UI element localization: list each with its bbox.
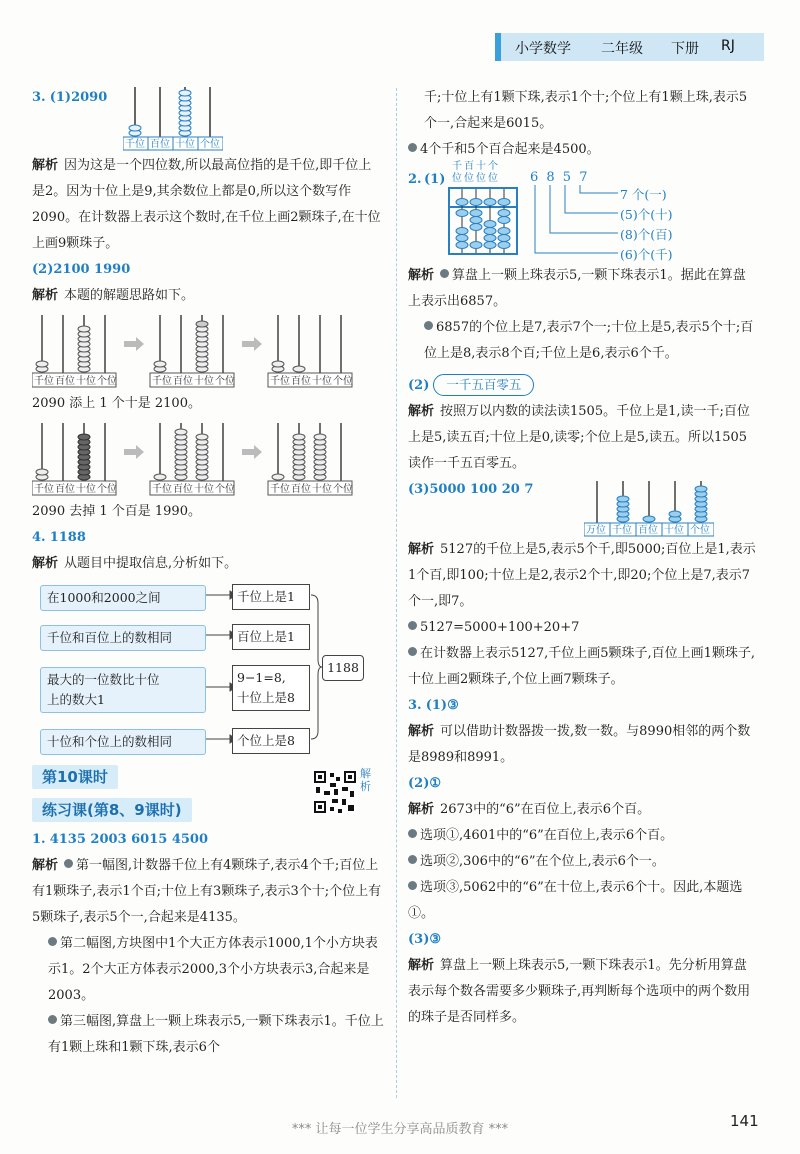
explain-label: 解析 (408, 802, 435, 817)
abacus-label: 千位 (34, 376, 54, 387)
step2-text: 2090 去掉 1 个百是 1990。 (32, 504, 201, 519)
bullet-icon (408, 621, 417, 630)
q4-flow-diagram (32, 581, 384, 757)
bullet-icon (48, 1015, 57, 1024)
bullet-icon (408, 647, 417, 656)
counter-column-label: 百位 (638, 525, 658, 536)
q2-1-label: (1) (424, 172, 446, 187)
q2-2-answer: 一千五百零五 (433, 374, 534, 396)
q2-3-block (408, 477, 758, 537)
right-column (408, 85, 758, 1031)
counter-column-label: 万位 (586, 525, 606, 536)
abacus-sequence-remove (32, 419, 384, 499)
flow-result-1: 千位上是1 (232, 584, 310, 610)
svg-text:百位: 百位 (55, 484, 75, 495)
abacus-5127 (584, 479, 714, 537)
explain-label: 解析 (408, 268, 435, 283)
q4-explanation: 从题目中提取信息,分析如下。 (64, 556, 238, 571)
q1-explanation-4: 4个千和5个百合起来是4500。 (420, 142, 600, 157)
q1-explanation-2: 第二幅图,方块图中1个大正方体表示1000,1个小方块表示1。2个大正方体表示2000,3个小方块表示3,合起来是2003。 (48, 936, 378, 1003)
q3-1-explanation: 因为这是一个四位数,所以最高位指的是千位,即千位上是2。因为十位上是9,其余数位上都是0,所以这个数写作2090。在计数器上表示这个数时,在千位上画2颗珠子,在十位上画9颗珠子。 (32, 158, 381, 251)
svg-text:千位: 千位 (152, 376, 172, 387)
abacus-6857 (448, 187, 518, 257)
svg-text:十位: 十位 (312, 484, 332, 495)
bullet-icon (48, 937, 57, 946)
bullet-icon (408, 881, 417, 890)
svg-text:百位: 百位 (173, 484, 193, 495)
lesson-heading (32, 765, 384, 825)
abacus-sequence-add (32, 311, 384, 391)
flow-result-3a: 9−1=8, (237, 670, 286, 685)
svg-text:百位: 百位 (291, 376, 311, 387)
label-thousands: (6)个(千) (620, 247, 673, 262)
abacus-cols-2: 位位位位 (452, 173, 500, 184)
svg-text:千位: 千位 (34, 484, 54, 495)
page-header (495, 33, 764, 61)
q3r-3-answer: (3)③ (408, 932, 442, 947)
q3r-2-explanation-1: 2673中的“6”在百位上,表示6个百。 (440, 802, 651, 817)
abacus-cols-1: 千百十个 (452, 161, 500, 172)
q2-3-answer: (3)5000 100 20 7 (408, 482, 534, 497)
q2-2-explanation: 按照万以内数的读法读1505。千位上是1,读一千;百位上是5,读五百;十位上是0,读零;个位上是5,读五。所以1505读作一千五百零五。 (408, 404, 750, 471)
q3r-1-answer: (1)③ (425, 698, 459, 713)
q3r-2-explanation-3: 选项②,306中的“6”在个位上,表示6个一。 (420, 854, 665, 869)
q2-3-explanation-2: 5127=5000+100+20+7 (420, 620, 580, 635)
q4-number: 4. (32, 530, 46, 545)
svg-text:个位: 个位 (97, 376, 117, 387)
explain-label: 解析 (408, 542, 435, 557)
svg-text:百位: 百位 (55, 376, 75, 387)
q3-number: 3. (32, 90, 46, 105)
header-volume: 下册 (671, 41, 699, 57)
svg-text:个位: 个位 (200, 139, 221, 150)
q2-1-explanation-1: 算盘上一颗上珠表示5,一颗下珠表示1。据此在算盘上表示出6857。 (408, 268, 746, 309)
page-number: 141 (730, 1112, 759, 1130)
q2-number: 2. (408, 172, 422, 187)
q2-3-explanation-3: 在计数器上表示5127,千位上画5颗珠子,百位上画1颗珠子,十位上画2颗珠子,个位上画7颗珠子。 (408, 646, 756, 687)
lesson-title: 第10课时 (32, 765, 118, 789)
svg-text:十位: 十位 (194, 376, 214, 387)
qr-label: 解析 (360, 767, 371, 793)
q1-explanation-3-cont: 千;十位上有1颗下珠,表示1个十;个位上有1颗上珠,表示5个一,合起来是6015。 (424, 90, 748, 131)
explain-label: 解析 (32, 158, 59, 173)
svg-text:十位: 十位 (76, 484, 96, 495)
q1-number: 1. (32, 832, 46, 847)
svg-text:千位: 千位 (270, 376, 290, 387)
q1-answer: 4135 2003 6015 4500 (49, 832, 209, 847)
explain-label: 解析 (32, 288, 59, 303)
column-divider (396, 88, 397, 1098)
explain-label: 解析 (32, 858, 59, 873)
digits-6857: 6 8 5 7 (530, 170, 590, 185)
flow-final-answer: 1188 (322, 655, 364, 681)
qr-code-icon[interactable] (312, 769, 358, 815)
counter-column-label: 千位 (612, 525, 632, 536)
bullet-icon (408, 855, 417, 864)
svg-text:个位: 个位 (215, 376, 235, 387)
svg-text:十位: 十位 (76, 376, 96, 387)
counter-column-label: 个位 (690, 525, 710, 536)
flow-clue-4: 十位和个位上的数相同 (40, 729, 206, 755)
q1-explanation-1: 第一幅图,计数器千位上有4颗珠子,表示4个千;百位上有1颗珠子,表示1个百;十位上有3颗珠子,表示3个十;个位上有5颗珠子,表示5个一,合起来是4135。 (32, 858, 382, 925)
flow-result-2: 百位上是1 (232, 624, 310, 650)
flow-clue-2: 千位和百位上的数相同 (40, 625, 206, 651)
header-edition: RJ (721, 38, 735, 54)
q2-2-label: (2) (408, 378, 430, 393)
counter-column-label: 十位 (664, 525, 684, 536)
q2-1-block (408, 161, 758, 263)
q3r-2-explanation-2: 选项①,4601中的“6”在百位上,表示6个百。 (420, 828, 674, 843)
svg-text:千位: 千位 (125, 139, 146, 150)
footer-slogan: *** 让每一位学生分享高品质教育 *** (291, 1122, 509, 1137)
flow-result-4: 个位上是8 (232, 728, 310, 754)
header-subject: 小学数学 (515, 41, 571, 57)
q3-2-explanation: 本题的解题思路如下。 (64, 288, 195, 303)
q3r-number: 3. (408, 698, 422, 713)
label-tens: (5)个(十) (620, 207, 673, 222)
explain-label: 解析 (32, 556, 59, 571)
svg-text:个位: 个位 (215, 484, 235, 495)
q3-2-answer: (2)2100 1990 (32, 262, 131, 277)
header-grade: 二年级 (601, 41, 643, 57)
step1-text: 2090 添上 1 个十是 2100。 (32, 396, 201, 411)
bullet-icon (64, 859, 73, 868)
q4-answer: 1188 (49, 530, 86, 545)
label-ones: 7 个(一) (620, 187, 667, 202)
flow-clue-3a: 最大的一位数比十位 (47, 672, 160, 687)
svg-text:个位: 个位 (333, 484, 353, 495)
abacus-column-labels (452, 161, 500, 185)
flow-clue-3b: 上的数大1 (47, 692, 105, 707)
q1-explanation-3: 第三幅图,算盘上一颗上珠表示5,一颗下珠表示1。千位上有1颗上珠和1颗下珠,表示6个 (48, 1014, 384, 1055)
q2-1-explanation-2: 6857的个位上是7,表示7个一;十位上是5,表示5个十;百位上是8,表示8个百;千位上是6,表示6个千。 (424, 320, 754, 361)
footer-text: 让每一位学生分享高品质教育 (315, 1122, 485, 1137)
svg-text:十位: 十位 (312, 376, 332, 387)
q2-3-explanation-1: 5127的千位上是5,表示5个千,即5000;百位上是1,表示1个百,即100;十位上是2,表示2个十,即20;个位上是7,表示7个一,即7。 (408, 542, 756, 609)
explain-label: 解析 (408, 958, 435, 973)
flow-clue-1: 在1000和2000之间 (40, 585, 206, 611)
svg-text:个位: 个位 (333, 376, 353, 387)
svg-text:百位: 百位 (173, 376, 193, 387)
abacus-2090 (123, 85, 223, 161)
svg-text:十位: 十位 (175, 139, 196, 150)
svg-text:个位: 个位 (97, 484, 117, 495)
svg-text:千位: 千位 (152, 484, 172, 495)
svg-text:百位: 百位 (291, 484, 311, 495)
bullet-icon (408, 143, 417, 152)
flow-clue-3 (40, 667, 206, 713)
q3r-3-explanation: 算盘上一颗上珠表示5,一颗下珠表示1。先分析用算盘表示每个数各需要多少颗珠子,再判断每个选项中的两个数用的珠子是否同样多。 (408, 958, 751, 1025)
bullet-icon (440, 269, 449, 278)
explain-label: 解析 (408, 724, 435, 739)
svg-text:千位: 千位 (270, 484, 290, 495)
label-hundreds: (8)个(百) (620, 227, 673, 242)
q3r-2-answer: (2)① (408, 776, 442, 791)
q3r-2-explanation-4: 选项③,5062中的“6”在十位上,表示6个十。因此,本题选①。 (408, 880, 743, 921)
bullet-icon (408, 829, 417, 838)
svg-text:十位: 十位 (194, 484, 214, 495)
bullet-icon (424, 321, 433, 330)
q3r-1-explanation: 可以借助计数器拨一拨,数一数。与8990相邻的两个数是8989和8991。 (408, 724, 751, 765)
flow-result-3b: 十位上是8 (237, 690, 295, 705)
lesson-subtitle: 练习课(第8、9课时) (32, 798, 192, 822)
flow-result-3 (232, 665, 310, 711)
q3-1-answer: (1)2090 (49, 90, 108, 105)
explain-label: 解析 (408, 404, 435, 419)
svg-text:百位: 百位 (150, 139, 171, 150)
digit-connector-lines (528, 185, 618, 261)
left-column (32, 85, 384, 1061)
